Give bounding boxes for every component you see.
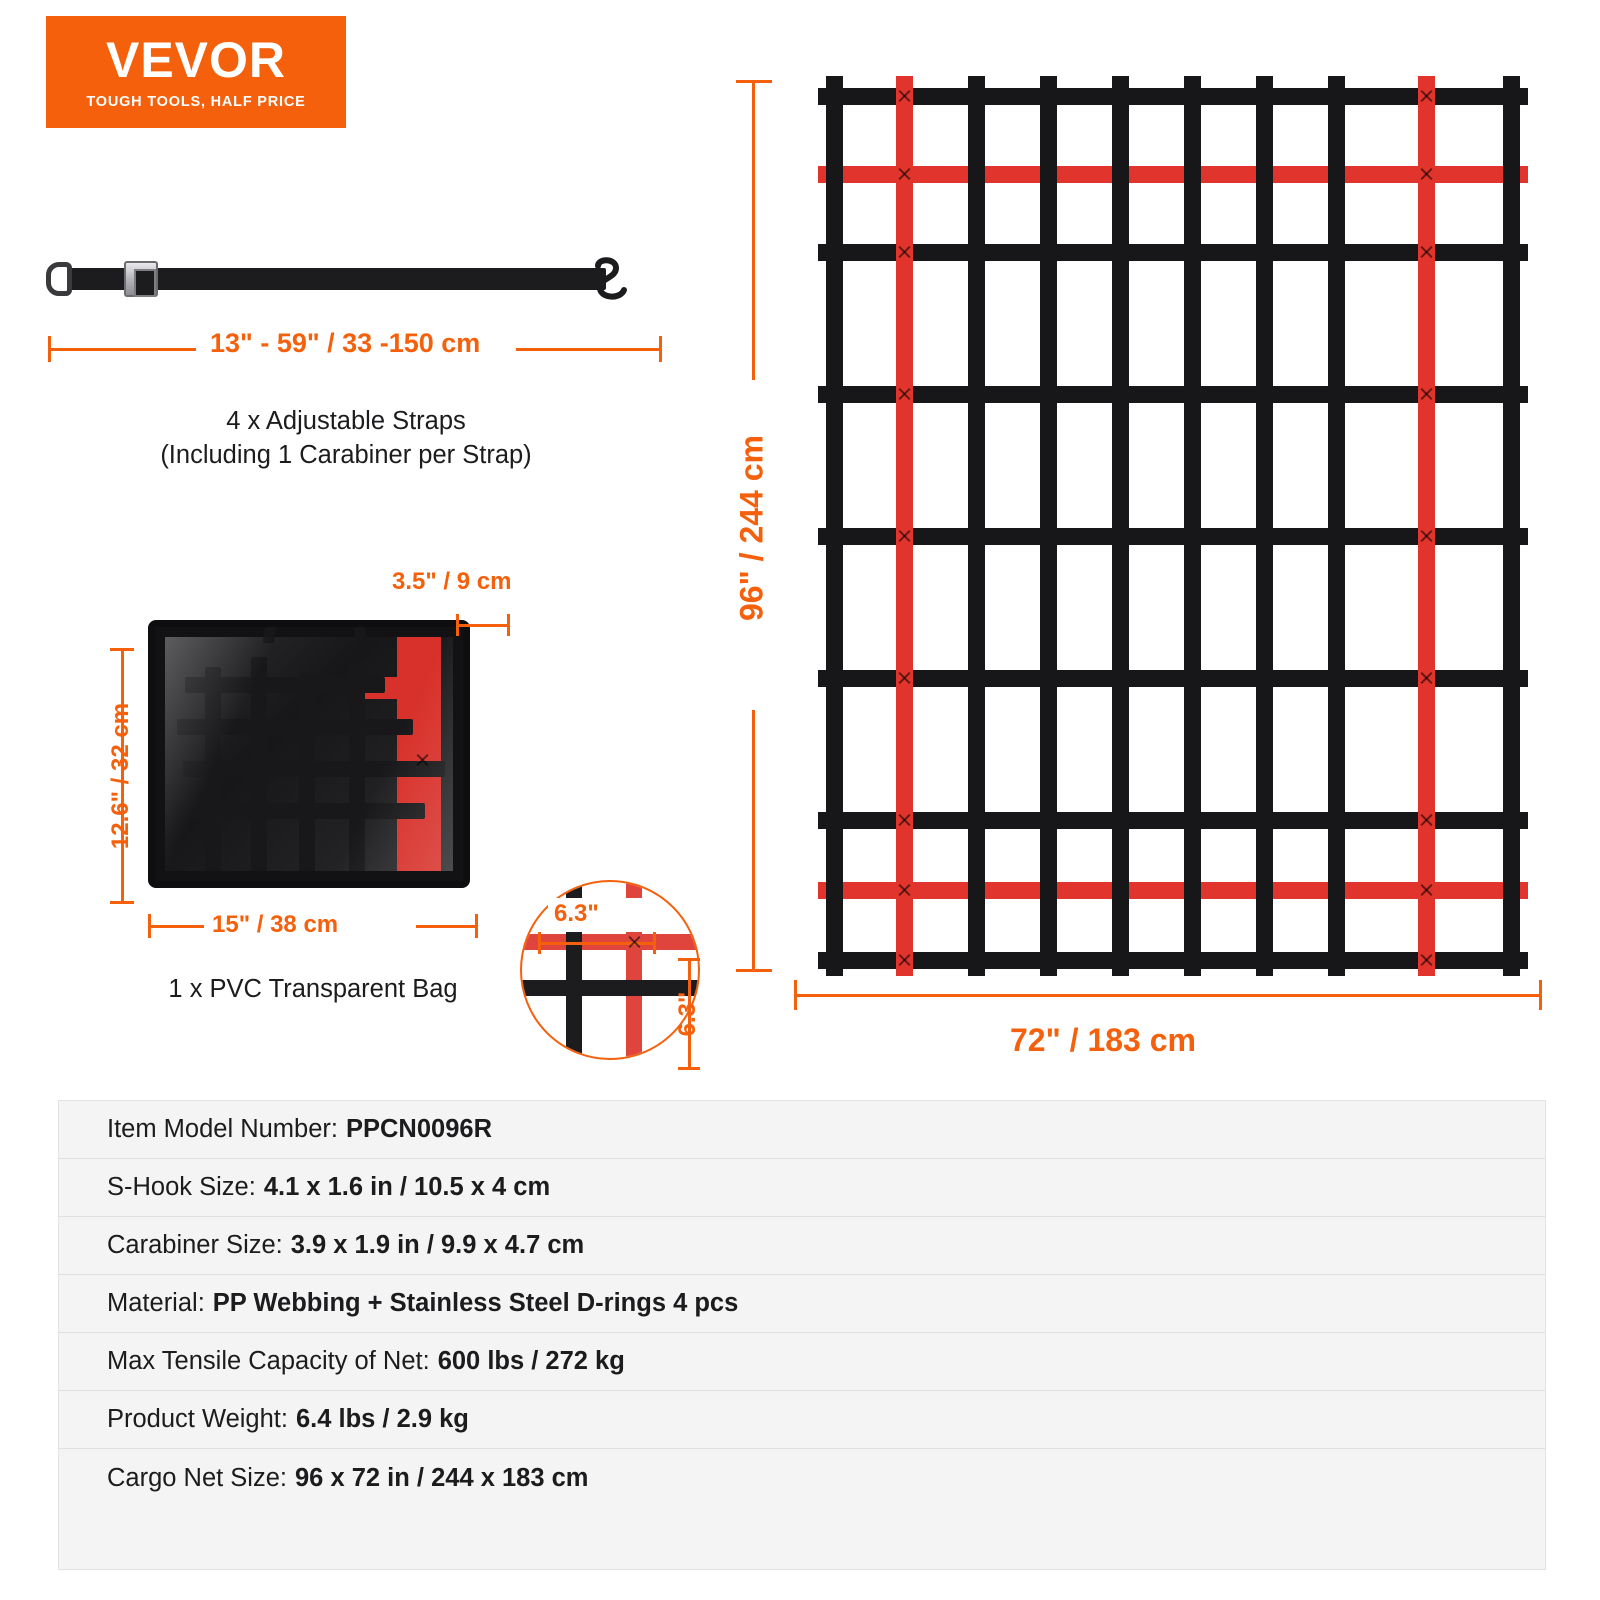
net-height-cap-bottom <box>736 969 772 972</box>
bag-clear-window <box>165 637 453 871</box>
net-vertical-strap <box>968 76 985 976</box>
detail-width-cap-right <box>653 932 656 954</box>
adjustable-strap-illustration <box>46 248 686 308</box>
net-vertical-red-strap <box>1418 76 1435 976</box>
table-row <box>59 1101 1545 1159</box>
detail-cell-width-label: 6.3" <box>554 900 599 927</box>
pvc-transparent-bag <box>148 620 470 888</box>
strap-dim-cap-right <box>659 336 662 362</box>
logo-wordmark: VEVOR <box>105 31 287 88</box>
net-vertical-strap <box>826 76 843 976</box>
bag-height-cap-bottom <box>110 901 134 904</box>
stitch-mark <box>1419 529 1432 542</box>
table-row <box>59 1333 1545 1391</box>
strap-dim-cap-left <box>48 336 51 362</box>
bag-width-cap-right <box>475 914 478 938</box>
stitch-mark <box>897 813 910 826</box>
bag-caption: 1 x PVC Transparent Bag <box>168 975 458 1003</box>
bag-width-label: 15" / 38 cm <box>212 911 339 938</box>
net-width-cap-right <box>1539 980 1542 1010</box>
bag-depth-dim-line <box>456 624 510 627</box>
spec-value: 6.4 lbs / 2.9 kg <box>295 1405 469 1433</box>
stitch-mark <box>897 167 910 180</box>
stitch-mark <box>1419 813 1432 826</box>
stitch-mark <box>897 953 910 966</box>
detail-height-cap-top <box>678 958 700 961</box>
net-vertical-strap <box>1256 76 1273 976</box>
strap-caption-line-1 <box>46 404 646 473</box>
spec-value: 96 x 72 in / 244 x 183 cm <box>295 1463 589 1492</box>
strap-dimension-label: 13" - 59" / 33 -150 cm <box>210 328 481 358</box>
stitch-mark <box>1419 167 1432 180</box>
vevor-logo <box>46 16 346 128</box>
detail-height-cap-bottom <box>678 1067 700 1070</box>
strap-caption-text-2: (Including 1 Carabiner per Strap) <box>160 441 532 470</box>
net-vertical-strap <box>1328 76 1345 976</box>
bag-width-cap-left <box>148 914 151 938</box>
bag-depth-label: 3.5" / 9 cm <box>392 568 512 595</box>
spec-value: 3.9 x 1.9 in / 9.9 x 4.7 cm <box>290 1231 585 1259</box>
strap-buckle <box>124 261 158 297</box>
bag-content-webbing <box>299 673 315 871</box>
stitch-mark <box>1419 671 1432 684</box>
bag-depth-cap-right <box>507 614 510 636</box>
net-height-label: 96" / 244 cm <box>733 435 770 621</box>
bag-height-label: 12.6" / 32 cm <box>107 702 134 850</box>
net-height-cap-top <box>736 80 772 83</box>
net-vertical-strap <box>1112 76 1129 976</box>
spec-value: 4.1 x 1.6 in / 10.5 x 4 cm <box>263 1173 551 1201</box>
spec-label: Carabiner Size: <box>107 1231 283 1259</box>
table-row <box>59 1391 1545 1449</box>
spec-label: S-Hook Size: <box>107 1173 256 1201</box>
stitch-mark <box>897 245 910 258</box>
net-vertical-strap <box>1184 76 1201 976</box>
logo-tagline: TOUGH TOOLS, HALF PRICE <box>86 93 306 110</box>
spec-value: PP Webbing + Stainless Steel D-rings 4 pcs <box>212 1289 739 1317</box>
net-vertical-strap <box>1040 76 1057 976</box>
spec-value: PPCN0096R <box>346 1115 492 1143</box>
table-row <box>59 1275 1545 1333</box>
spec-label: Max Tensile Capacity of Net: <box>107 1347 430 1375</box>
bag-handle <box>263 620 367 643</box>
spec-value: 600 lbs / 272 kg <box>437 1347 625 1375</box>
stitch-mark <box>1419 953 1432 966</box>
stitch-mark <box>897 883 910 896</box>
bag-content-webbing <box>205 667 221 871</box>
spec-label: Cargo Net Size: <box>107 1463 287 1492</box>
d-ring-icon <box>46 262 72 296</box>
stitch-mark <box>897 671 910 684</box>
strap-caption-text-1: 4 x Adjustable Straps <box>226 407 466 435</box>
stitch-mark <box>627 935 640 948</box>
stitch-mark <box>1419 89 1432 102</box>
bag-content-webbing <box>251 657 267 871</box>
stitch-mark <box>1419 883 1432 896</box>
detail-width-cap-left <box>538 932 541 954</box>
spec-label: Item Model Number: <box>107 1115 338 1143</box>
bag-depth-cap-left <box>456 614 459 636</box>
spec-label: Product Weight: <box>107 1405 288 1433</box>
stitch-mark <box>1419 245 1432 258</box>
stitch-mark <box>897 529 910 542</box>
detail-cell-height-label: 6.3" <box>674 991 701 1037</box>
bag-content-webbing <box>349 663 365 871</box>
bag-height-cap-top <box>110 648 134 651</box>
stitch-mark <box>897 89 910 102</box>
net-vertical-red-strap <box>896 76 913 976</box>
table-row <box>59 1217 1545 1275</box>
net-width-label: 72" / 183 cm <box>1010 1022 1196 1058</box>
spec-label: Material: <box>107 1289 205 1317</box>
net-vertical-strap <box>1503 76 1520 976</box>
s-hook-icon <box>594 256 648 302</box>
stitch-mark <box>1419 387 1432 400</box>
stitch-mark <box>415 753 428 766</box>
table-row <box>59 1159 1545 1217</box>
specifications-table <box>58 1100 1546 1570</box>
net-width-dim-line <box>794 994 1542 997</box>
stitch-mark <box>897 387 910 400</box>
cargo-net-illustration <box>818 76 1528 976</box>
table-row <box>59 1449 1545 1507</box>
net-width-cap-left <box>794 980 797 1010</box>
